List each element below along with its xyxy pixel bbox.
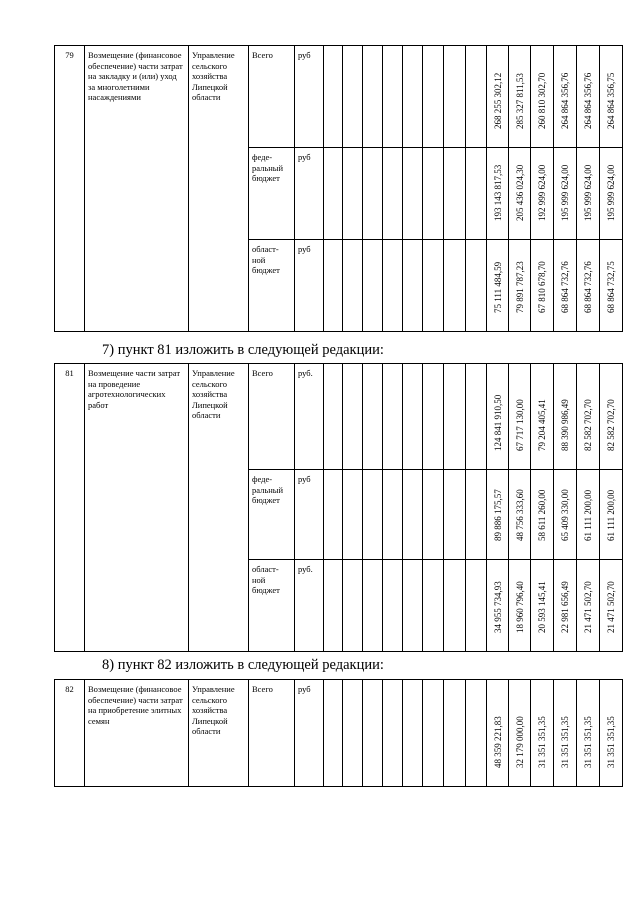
value-cell: 34 955 734,93 — [487, 560, 509, 652]
funding-source: феде-ральный бюджет — [249, 470, 295, 560]
value-cell: 260 810 302,70 — [531, 46, 554, 148]
item-number: 81 — [55, 364, 85, 652]
value-cell: 195 999 624,00 — [577, 148, 600, 240]
funding-source: феде-ральный бюджет — [249, 148, 295, 240]
table-row — [55, 680, 623, 787]
item-name: Возмещение (финансовое обеспечение) части затрат на закладку и (или) уход за многолетними насаждениями — [85, 46, 189, 332]
value-cell: 21 471 502,70 — [600, 560, 623, 652]
value-cell: 195 999 624,00 — [554, 148, 577, 240]
value-cell: 193 143 817,53 — [487, 148, 509, 240]
value-cell: 68 864 732,76 — [577, 240, 600, 332]
item-number: 79 — [55, 46, 85, 332]
unit: руб — [295, 470, 324, 560]
table-row — [55, 364, 623, 470]
value-cell: 31 351 351,35 — [554, 680, 577, 787]
table-item-82 — [54, 679, 623, 787]
funding-source: област-ной бюджет — [249, 240, 295, 332]
item-name: Возмещение части затрат на проведение агротехнологических работ — [85, 364, 189, 652]
value-cell: 264 864 356,75 — [600, 46, 623, 148]
value-cell: 20 593 145,41 — [531, 560, 554, 652]
funding-source: област-ной бюджет — [249, 560, 295, 652]
item-executor: Управление сельского хозяйства Липецкой области — [189, 680, 249, 787]
value-cell: 75 111 484,59 — [487, 240, 509, 332]
value-cell: 48 756 333,60 — [509, 470, 531, 560]
value-cell: 79 891 787,23 — [509, 240, 531, 332]
item-executor: Управление сельского хозяйства Липецкой области — [189, 364, 249, 652]
value-cell: 264 864 356,76 — [554, 46, 577, 148]
unit: руб — [295, 148, 324, 240]
value-cell: 88 390 986,49 — [554, 364, 577, 470]
value-cell: 65 409 330,00 — [554, 470, 577, 560]
value-cell: 285 327 811,53 — [509, 46, 531, 148]
item-executor: Управление сельского хозяйства Липецкой области — [189, 46, 249, 332]
item-number: 82 — [55, 680, 85, 787]
unit: руб — [295, 46, 324, 148]
value-cell: 67 717 130,00 — [509, 364, 531, 470]
value-cell: 22 981 656,49 — [554, 560, 577, 652]
value-cell: 61 111 200,00 — [577, 470, 600, 560]
table-row — [55, 46, 623, 148]
unit: руб — [295, 680, 324, 787]
unit: руб. — [295, 560, 324, 652]
value-cell: 32 179 000,00 — [509, 680, 531, 787]
funding-source: Всего — [249, 364, 295, 470]
value-cell: 82 582 702,70 — [577, 364, 600, 470]
item-name: Возмещение (финансовое обеспечение) части затрат на приобретение элитных семян — [85, 680, 189, 787]
funding-source: Всего — [249, 680, 295, 787]
value-cell: 68 864 732,76 — [554, 240, 577, 332]
value-cell: 89 886 175,57 — [487, 470, 509, 560]
value-cell: 31 351 351,35 — [577, 680, 600, 787]
value-cell: 195 999 624,00 — [600, 148, 623, 240]
funding-source: Всего — [249, 46, 295, 148]
value-cell: 205 436 024,30 — [509, 148, 531, 240]
table-item-79 — [54, 45, 623, 332]
table-item-81 — [54, 363, 623, 652]
value-cell: 264 864 356,76 — [577, 46, 600, 148]
value-cell: 58 611 260,00 — [531, 470, 554, 560]
value-cell: 18 960 796,40 — [509, 560, 531, 652]
amendment-heading: 7) пункт 81 изложить в следующей редакции: — [102, 342, 384, 358]
unit: руб — [295, 240, 324, 332]
value-cell: 61 111 200,00 — [600, 470, 623, 560]
amendment-heading: 8) пункт 82 изложить в следующей редакции: — [102, 657, 384, 673]
value-cell: 82 582 702,70 — [600, 364, 623, 470]
value-cell: 21 471 502,70 — [577, 560, 600, 652]
value-cell: 31 351 351,35 — [600, 680, 623, 787]
value-cell: 68 864 732,75 — [600, 240, 623, 332]
value-cell: 67 810 678,70 — [531, 240, 554, 332]
value-cell: 124 841 910,50 — [487, 364, 509, 470]
value-cell: 79 204 405,41 — [531, 364, 554, 470]
value-cell: 268 255 302,12 — [487, 46, 509, 148]
unit: руб. — [295, 364, 324, 470]
value-cell: 31 351 351,35 — [531, 680, 554, 787]
value-cell: 192 999 624,00 — [531, 148, 554, 240]
value-cell: 48 359 221,83 — [487, 680, 509, 787]
